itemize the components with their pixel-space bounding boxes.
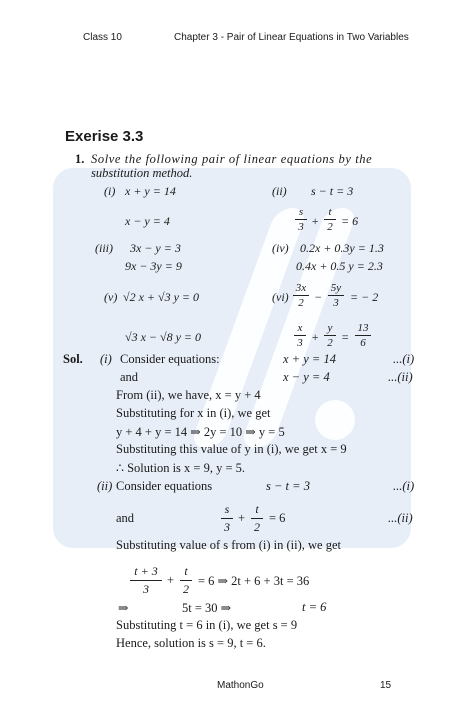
problem-ii-frac-t: t 2: [324, 206, 336, 233]
sol-and: and: [120, 370, 139, 384]
footer-brand: MathonGo: [217, 680, 264, 691]
header-chapter: Chapter 3 - Pair of Linear Equations in Two Variables: [174, 32, 409, 43]
problem-iii-label: (iii): [95, 241, 113, 255]
sol-and2: and: [116, 511, 135, 525]
sol-eq3: s − t = 3: [266, 479, 310, 493]
question-line-1: Solve the following pair of linear equations by the: [91, 152, 373, 166]
problem-iii-eq-b: 9x − 3y = 9: [125, 259, 182, 273]
sol-frac-t2: t 2: [251, 502, 263, 535]
sol-i-label: (i): [100, 352, 112, 366]
sol-subst: Substituting for x in (i), we get: [116, 406, 271, 420]
watermark-dot: [315, 400, 355, 440]
problem-vi-label: (vi): [272, 290, 289, 304]
problem-vi-frac-a2: 5y 3: [328, 282, 344, 309]
problem-ii-label: (ii): [272, 184, 287, 198]
sol-frac-t-2: t 2: [180, 564, 192, 597]
problem-vi-rhs-a: = − 2: [350, 290, 379, 304]
sol-ref2: ...(ii): [388, 370, 413, 384]
problem-i-eq-b: x − y = 4: [125, 214, 170, 228]
question-line-2: substitution method.: [91, 166, 193, 180]
sol-eq1: x + y = 14: [283, 352, 336, 366]
page-title: Exerise 3.3: [65, 128, 144, 145]
sol-therefore: ∴ Solution is x = 9, y = 5.: [116, 461, 246, 475]
sol-chain1: y + 4 + y = 14 ⇒ 2y = 10 ⇒ y = 5: [116, 425, 285, 439]
problem-ii-rhs: = 6: [341, 214, 359, 228]
sol-subst2: Substituting this value of y in (i), we get x = 9: [116, 442, 347, 456]
footer-page-number: 15: [380, 680, 392, 691]
sol-ref3: ...(i): [393, 479, 415, 493]
problem-iv-eq-b: 0.4x + 0.5 y = 2.3: [296, 259, 383, 273]
problem-ii-frac-s: s 3: [295, 206, 307, 233]
sol-implies: ⇒: [118, 601, 129, 615]
question-number: 1.: [75, 152, 85, 166]
problem-vi-frac-b3: 13 6: [355, 322, 371, 349]
sol-frac-s3: s 3: [221, 502, 233, 535]
sol-t6: t = 6: [302, 600, 327, 614]
problem-vi-frac-b2: y 2: [324, 322, 336, 349]
sol-eq2: x − y = 4: [283, 370, 330, 384]
problem-v-label: (v): [104, 290, 118, 304]
sol-ii-label: (ii): [97, 479, 113, 493]
sol-consider2: Consider equations: [116, 479, 213, 493]
problem-vi-frac-b1: x 3: [294, 322, 306, 349]
problem-i-eq-a: x + y = 14: [125, 184, 176, 198]
sol-from: From (ii), we have, x = y + 4: [116, 388, 261, 402]
header-class: Class 10: [83, 32, 122, 43]
sol-eq4-rhs: = 6: [269, 511, 286, 525]
problem-iv-label: (iv): [272, 241, 289, 255]
sol-chain2: = 6 ⇒ 2t + 6 + 3t = 36: [198, 574, 310, 588]
sol-frac-t3-3: t + 3 3: [130, 564, 162, 597]
problem-iv-eq-a: 0.2x + 0.3y = 1.3: [300, 241, 384, 255]
sol-label: Sol.: [63, 352, 83, 366]
problem-v-eq-b: √3 x − √8 y = 0: [125, 330, 202, 344]
sol-subst4: Substituting t = 6 in (i), we get s = 9: [116, 618, 298, 632]
problem-vi-frac-a1: 3x 2: [293, 282, 309, 309]
sol-subst3: Substituting value of s from (i) in (ii), we get: [116, 538, 341, 552]
problem-i-label: (i): [104, 184, 116, 198]
problem-iii-eq-a: 3x − y = 3: [130, 241, 181, 255]
sol-ref4: ...(ii): [388, 511, 413, 525]
sol-hence: Hence, solution is s = 9, t = 6.: [116, 636, 266, 650]
problem-v-eq-a: √2 x + √3 y = 0: [123, 290, 200, 304]
sol-ref1: ...(i): [393, 352, 415, 366]
sol-consider: Consider equations:: [120, 352, 220, 366]
problem-ii-eq-a: s − t = 3: [311, 184, 354, 198]
sol-chain3: 5t = 30 ⇒: [182, 601, 232, 615]
